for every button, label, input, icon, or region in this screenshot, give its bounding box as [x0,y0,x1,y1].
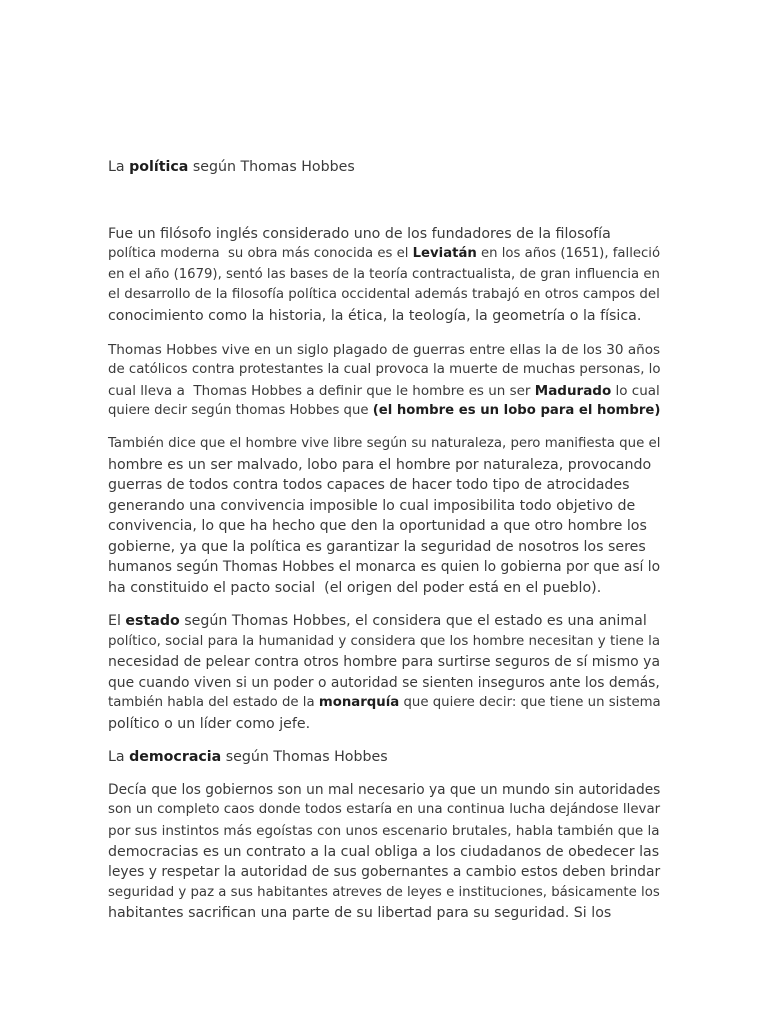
bold-quote: (el hombre es un lobo para el hombre) [372,403,661,418]
paragraph-3-line-7: humanos según Thomas Hobbes el monarca es quien lo gobierna por que así lo [108,559,661,575]
paragraph-4-line-6: político o un líder como jefe. [108,716,311,732]
paragraph-2-line-2: de católicos contra protestantes la cual provoca la muerte de muchas personas, lo [108,362,661,377]
text-run: lo cual [611,383,660,399]
paragraph-4-line-4: que cuando viven si un poder o autoridad se sienten inseguros ante los demás, [108,675,660,691]
title-bold-word: política [129,159,189,175]
paragraph-2-line-1: Thomas Hobbes vive en un siglo plagado de guerras entre ellas la de los 30 años [108,342,661,358]
paragraph-5-line-3: por sus instintos más egoístas con unos escenario brutales, habla también que la [108,823,660,839]
text-run: quiere decir según thomas Hobbes que [108,403,373,418]
title-suffix: según Thomas Hobbes [188,159,355,175]
bold-term-madurado: Madurado [534,383,612,399]
paragraph-4-line-2: político, social para la humanidad y considera que los hombre necesitan y tiene la [108,634,661,649]
paragraph-3-line-1: También dice que el hombre vive libre según su naturaleza, pero manifiesta que el [108,436,661,451]
bold-term-estado: estado [125,613,180,629]
paragraph-5-line-7: habitantes sacrifican una parte de su libertad para su seguridad. Si los [108,905,612,921]
section-heading-democracia [108,747,388,767]
paragraph-3-line-3: guerras de todos contra todos capaces de hacer todo tipo de atrocidades [108,477,630,493]
bold-term-leviatan: Leviatán [412,246,477,261]
bold-term-monarquia: monarquía [318,695,400,710]
text-run: El [108,613,126,629]
heading-suffix: según Thomas Hobbes [221,749,388,765]
paragraph-1-line-5: conocimiento como la historia, la ética, la teología, la geometría o la física. [108,308,642,324]
paragraph-3-line-2: hombre es un ser malvado, lobo para el hombre por naturaleza, provocando [108,457,652,473]
text-run: política moderna su obra más conocida es el [108,246,413,261]
text-run: cual lleva a Thomas Hobbes a definir que le hombre es un ser [108,383,535,399]
paragraph-1-line-4: el desarrollo de la filosofía política occidental además trabajó en otros campos del [108,287,660,302]
paragraph-3-line-6: gobierne, ya que la política es garantizar la seguridad de nosotros los seres [108,539,646,555]
document-title [108,157,355,177]
paragraph-5-line-5: leyes y respetar la autoridad de sus gobernantes a cambio estos deben brindar [108,864,661,880]
paragraph-5-line-2: son un completo caos donde todos estaría en una continua lucha dejándose llevar [108,802,661,817]
title-prefix: La [108,159,130,175]
paragraph-5-line-1: Decía que los gobiernos son un mal necesario ya que un mundo sin autoridades [108,782,661,798]
heading-bold-word: democracia [129,749,222,765]
paragraph-5-line-6: seguridad y paz a sus habitantes atreves de leyes e instituciones, básicamente los [108,885,660,900]
text-run: según Thomas Hobbes, el considera que el estado es una animal [179,613,647,629]
paragraph-4-line-5 [108,693,661,713]
paragraph-3-line-4: generando una convivencia imposible lo cual imposibilita todo objetivo de [108,498,636,514]
paragraph-4-line-3: necesidad de pelear contra otros hombre para surtirse seguros de sí mismo ya [108,654,660,670]
paragraph-1-line-3: en el año (1679), sentó las bases de la teoría contractualista, de gran influencia en [108,267,660,282]
text-run: que quiere decir: que tiene un sistema [399,695,661,710]
paragraph-2-line-4 [108,401,660,421]
paragraph-2-line-3 [108,381,660,401]
paragraph-5-line-4: democracias es un contrato a la cual obliga a los ciudadanos de obedecer las [108,844,660,860]
paragraph-1-line-1: Fue un filósofo inglés considerado uno de los fundadores de la filosofía [108,226,611,242]
paragraph-4-line-1 [108,611,647,631]
paragraph-1-line-2 [108,244,660,264]
paragraph-3-line-5: convivencia, lo que ha hecho que den la oportunidad a que otro hombre los [108,518,647,534]
heading-prefix: La [108,749,130,765]
paragraph-3-line-8: ha constituido el pacto social (el origen del poder está en el pueblo). [108,580,602,596]
text-run: también habla del estado de la [108,695,319,710]
text-run: en los años (1651), falleció [476,246,661,261]
